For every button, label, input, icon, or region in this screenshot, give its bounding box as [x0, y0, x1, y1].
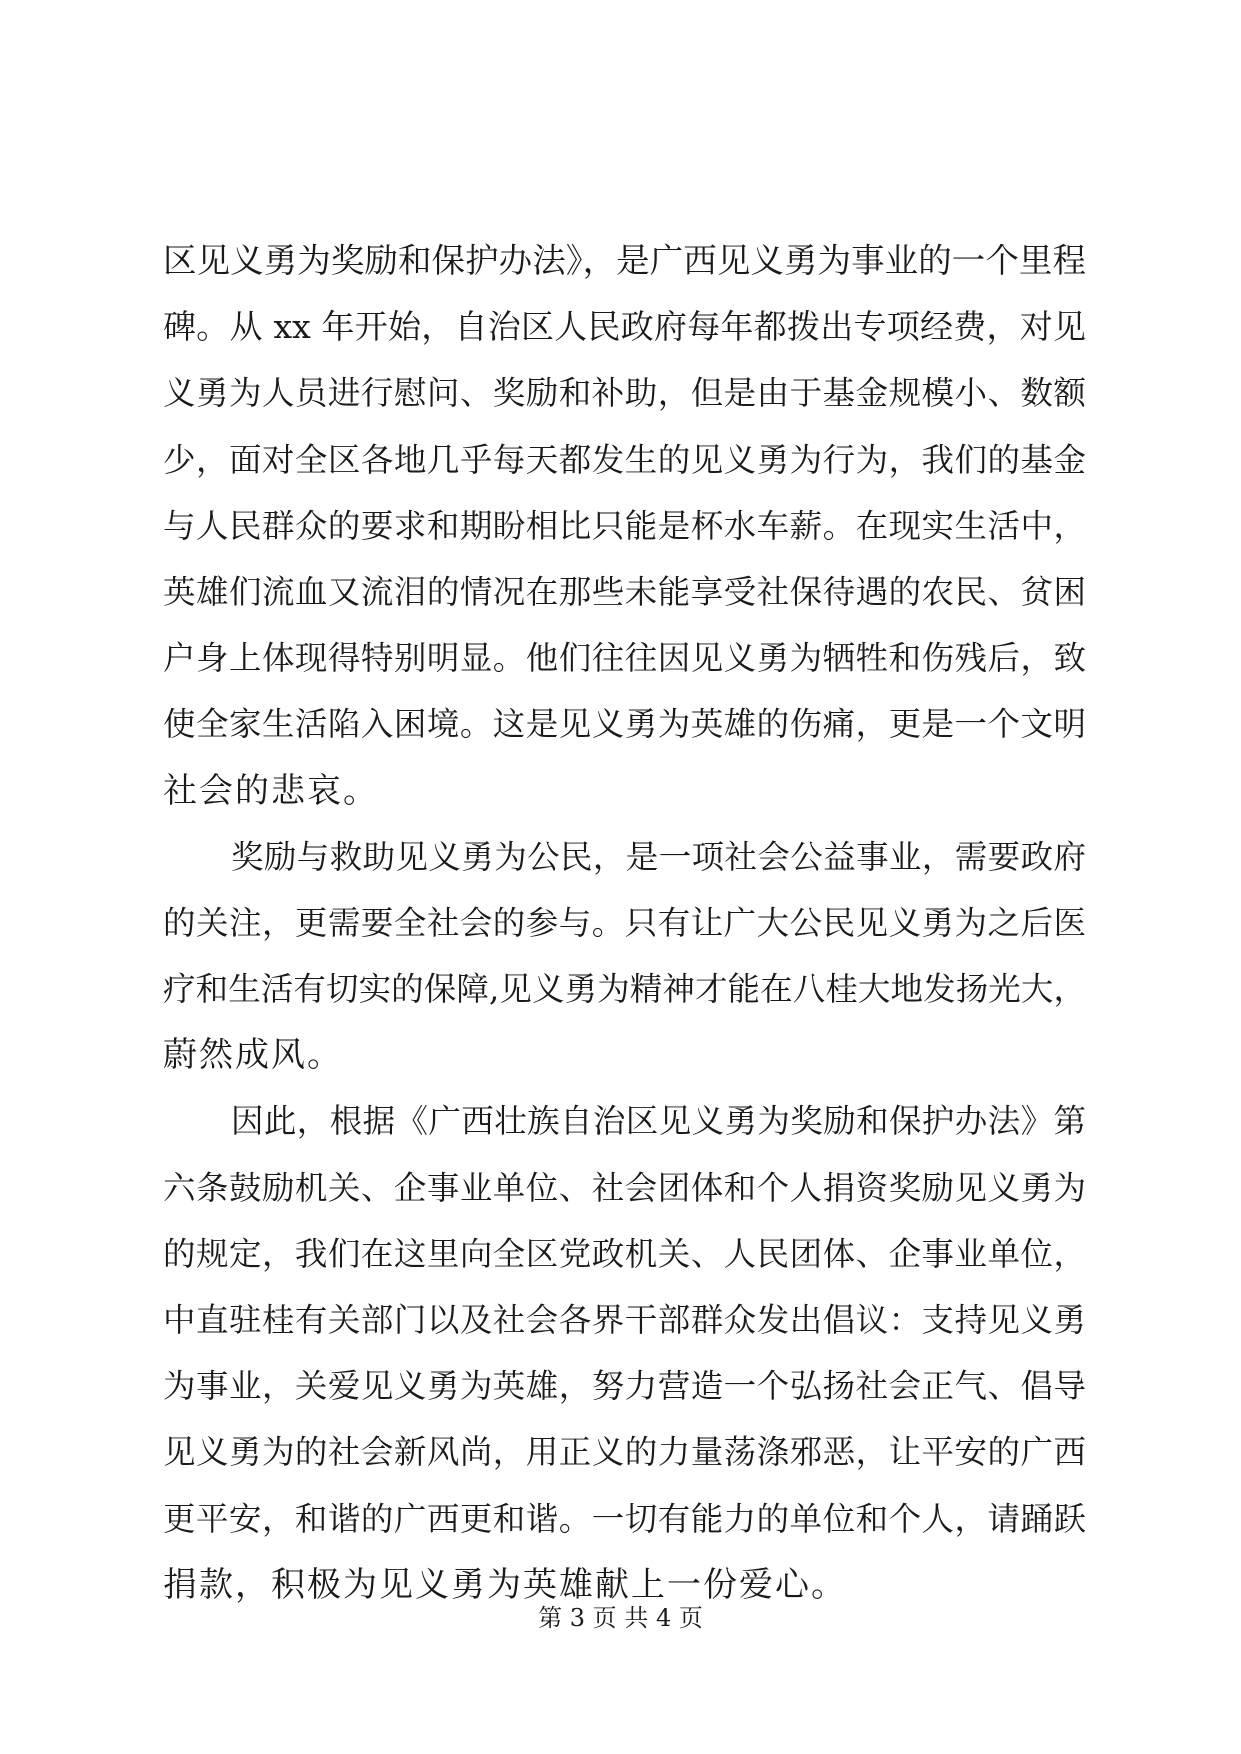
text-line: 因此，根据《广西壮族自治区见义勇为奖励和保护办法》第 [231, 1102, 1086, 1141]
text-line: 户身上体现得特别明显。他们往往因见义勇为牺牲和伤残后，致 [163, 639, 1086, 678]
text-line: 疗和生活有切实的保障,见义勇为精神才能在八桂大地发扬光大， [163, 970, 1086, 1009]
text-line: 为事业，关爱见义勇为英雄，努力营造一个弘扬社会正气、倡导 [163, 1367, 1086, 1406]
text-line: 碑。从 xx 年开始，自治区人民政府每年都拨出专项经费，对见 [163, 307, 1086, 347]
text-line: 奖励与救助见义勇为公民，是一项社会公益事业，需要政府 [231, 837, 1086, 876]
page-footer: 第 3 页 共 4 页 [538, 1604, 703, 1632]
text-line: 更平安，和谐的广西更和谐。一切有能力的单位和个人，请踊跃 [163, 1499, 1086, 1538]
text-line: 使全家生活陷入困境。这是见义勇为英雄的伤痛，更是一个文明 [163, 705, 1086, 744]
text-line: 区见义勇为奖励和保护办法》，是广西见义勇为事业的一个里程 [163, 241, 1086, 280]
text-line: 与人民群众的要求和期盼相比只能是杯水车薪。在现实生活中， [163, 506, 1086, 545]
text-line: 社会的悲哀。 [163, 770, 379, 811]
text-line: 的关注，更需要全社会的参与。只有让广大公民见义勇为之后医 [163, 903, 1086, 942]
text-line: 英雄们流血又流泪的情况在那些未能享受社保待遇的农民、贫困 [163, 572, 1086, 611]
text-line: 中直驻桂有关部门以及社会各界干部群众发出倡议：支持见义勇 [163, 1301, 1086, 1339]
text-line: 六条鼓励机关、企事业单位、社会团体和个人捐资奖励见义勇为 [163, 1168, 1086, 1207]
text-line: 少，面对全区各地几乎每天都发生的见义勇为行为，我们的基金 [163, 440, 1086, 479]
text-line: 见义勇为的社会新风尚，用正义的力量荡涤邪恶，让平安的广西 [163, 1433, 1086, 1472]
text-line: 蔚然成风。 [163, 1035, 343, 1076]
text-line: 捐款，积极为见义勇为英雄献上一份爱心。 [163, 1564, 847, 1605]
text-line: 义勇为人员进行慰问、奖励和补助，但是由于基金规模小、数额 [163, 374, 1086, 413]
body-text [163, 228, 1086, 1618]
text-line: 的规定，我们在这里向全区党政机关、人民团体、企事业单位， [163, 1234, 1086, 1273]
